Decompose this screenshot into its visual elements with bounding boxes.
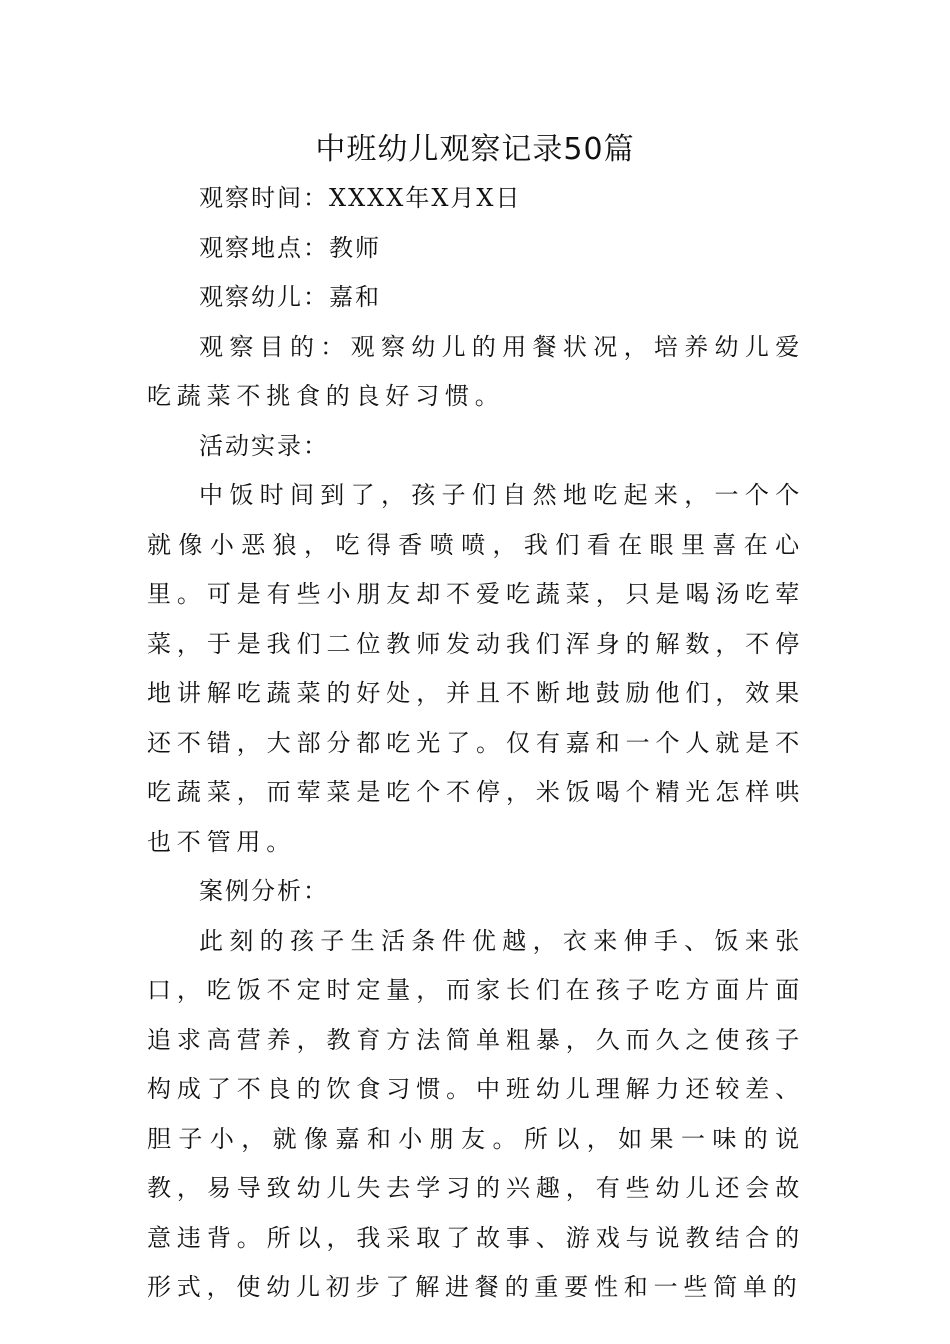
case-analysis-heading: 案例分析： bbox=[199, 877, 329, 905]
observation-location: 观察地点：教师 bbox=[199, 233, 381, 262]
observed-child: 观察幼儿：嘉和 bbox=[199, 283, 381, 311]
activity-record-heading: 活动实录： bbox=[199, 431, 329, 460]
activity-record-text: 中饭时间到了，孩子们自然地吃起来，一个个就像小恶狼，吃得香喷喷，我们看在眼里喜在心里。可是有些小朋友却不爱吃蔬菜，只是喝汤吃荤菜，于是我们二位教师发动我们浑身的解数，不停地讲解吃蔬菜的好处，并且不断地鼓励他们，效果还不错，大部分都吃光了。仅有嘉和一个人就是不吃蔬菜，而荤菜是吃个不停，米饭喝个精光怎样哄也不管用。 bbox=[147, 481, 805, 856]
observation-time: 观察时间：XXXX年X月X日 bbox=[199, 184, 522, 212]
document-body bbox=[147, 174, 805, 1313]
document-title: 中班幼儿观察记录50篇 bbox=[315, 132, 635, 167]
observation-purpose: 观察目的：观察幼儿的用餐状况，培养幼儿爱吃蔬菜不挑食的良好习惯。 bbox=[147, 332, 805, 410]
case-analysis-text: 此刻的孩子生活条件优越，衣来伸手、饭来张口，吃饭不定时定量，而家长们在孩子吃方面片面追求高营养，教育方法简单粗暴，久而久之使孩子构成了不良的饮食习惯。中班幼儿理解力还较差、胆子小，就像嘉和小朋友。所以，如果一味的说教，易导致幼儿失去学习的兴趣，有些幼儿还会故意违背。所以，我采取了故事、游戏与说教结合的形式，使幼儿初步了解进餐的重要性和一些简单的 bbox=[147, 926, 805, 1301]
